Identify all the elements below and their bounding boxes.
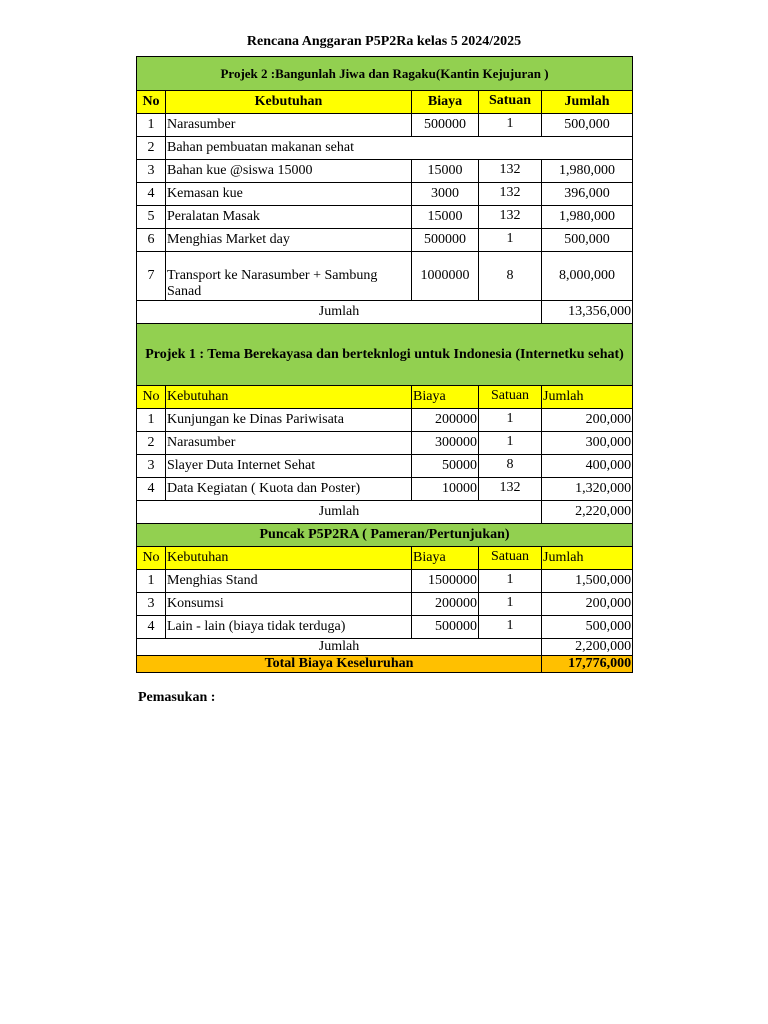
table-row — [137, 206, 633, 229]
puncak-header-row — [137, 524, 633, 547]
table-row — [137, 183, 633, 206]
row-item: Data Kegiatan ( Kuota dan Poster) — [166, 478, 412, 501]
row-satuan: 1 — [479, 114, 542, 137]
table-row — [137, 229, 633, 252]
row-no: 1 — [137, 570, 166, 593]
project1-total-row — [137, 501, 633, 524]
puncak-title: Puncak P5P2RA ( Pameran/Pertunjukan) — [137, 524, 633, 547]
col-biaya: Biaya — [412, 386, 479, 409]
row-item: Konsumsi — [166, 593, 412, 616]
col-kebutuhan: Kebutuhan — [166, 91, 412, 114]
row-biaya: 500000 — [412, 114, 479, 137]
row-jumlah: 8,000,000 — [542, 252, 633, 301]
row-satuan: 1 — [479, 432, 542, 455]
row-jumlah: 200,000 — [542, 593, 633, 616]
row-item: Lain - lain (biaya tidak terduga) — [166, 616, 412, 639]
table-row — [137, 114, 633, 137]
grand-total-label: Total Biaya Keseluruhan — [137, 656, 542, 673]
table-row — [137, 160, 633, 183]
grand-total-value: 17,776,000 — [542, 656, 633, 673]
row-no: 3 — [137, 593, 166, 616]
table-row — [137, 137, 633, 160]
col-no: No — [137, 547, 166, 570]
total-value: 13,356,000 — [542, 301, 633, 324]
row-jumlah: 500,000 — [542, 229, 633, 252]
col-no: No — [137, 386, 166, 409]
row-jumlah: 1,980,000 — [542, 206, 633, 229]
row-no: 3 — [137, 455, 166, 478]
row-jumlah: 200,000 — [542, 409, 633, 432]
budget-table — [136, 56, 633, 673]
row-biaya: 10000 — [412, 478, 479, 501]
row-no: 1 — [137, 409, 166, 432]
total-label: Jumlah — [137, 501, 542, 524]
row-jumlah: 300,000 — [542, 432, 633, 455]
col-jumlah: Jumlah — [542, 547, 633, 570]
row-no: 7 — [137, 252, 166, 301]
col-kebutuhan: Kebutuhan — [166, 547, 412, 570]
row-item: Menghias Stand — [166, 570, 412, 593]
row-item: Narasumber — [166, 114, 412, 137]
table-row — [137, 409, 633, 432]
row-satuan: 8 — [479, 252, 542, 301]
row-biaya: 200000 — [412, 593, 479, 616]
table-row — [137, 252, 633, 301]
row-satuan: 1 — [479, 593, 542, 616]
row-satuan: 132 — [479, 478, 542, 501]
col-biaya: Biaya — [412, 91, 479, 114]
col-biaya: Biaya — [412, 547, 479, 570]
row-biaya: 3000 — [412, 183, 479, 206]
row-biaya: 200000 — [412, 409, 479, 432]
total-value: 2,200,000 — [542, 639, 633, 656]
col-jumlah: Jumlah — [542, 386, 633, 409]
project2-title: Projek 2 :Bangunlah Jiwa dan Ragaku(Kantin Kejujuran ) — [137, 57, 633, 91]
row-satuan: 132 — [479, 183, 542, 206]
table-row — [137, 570, 633, 593]
row-satuan: 132 — [479, 160, 542, 183]
row-satuan: 1 — [479, 570, 542, 593]
col-satuan: Satuan — [479, 547, 542, 570]
row-satuan: 8 — [479, 455, 542, 478]
pemasukan-heading: Pemasukan : — [138, 690, 216, 705]
row-jumlah: 1,980,000 — [542, 160, 633, 183]
row-item: Bahan kue @siswa 15000 — [166, 160, 412, 183]
row-biaya: 500000 — [412, 229, 479, 252]
row-biaya: 300000 — [412, 432, 479, 455]
total-value: 2,220,000 — [542, 501, 633, 524]
row-jumlah: 400,000 — [542, 455, 633, 478]
row-no: 4 — [137, 183, 166, 206]
project1-column-header — [137, 386, 633, 409]
row-no: 3 — [137, 160, 166, 183]
row-no: 6 — [137, 229, 166, 252]
total-label: Jumlah — [137, 301, 542, 324]
row-no: 5 — [137, 206, 166, 229]
total-label: Jumlah — [137, 639, 542, 656]
row-no: 4 — [137, 616, 166, 639]
row-biaya: 50000 — [412, 455, 479, 478]
grand-total-row — [137, 656, 633, 673]
project1-header-row — [137, 324, 633, 386]
table-row — [137, 593, 633, 616]
col-kebutuhan: Kebutuhan — [166, 386, 412, 409]
table-row — [137, 478, 633, 501]
row-satuan: 1 — [479, 229, 542, 252]
row-jumlah: 500,000 — [542, 114, 633, 137]
col-jumlah: Jumlah — [542, 91, 633, 114]
row-jumlah: 396,000 — [542, 183, 633, 206]
row-biaya: 1000000 — [412, 252, 479, 301]
row-no: 4 — [137, 478, 166, 501]
row-jumlah: 500,000 — [542, 616, 633, 639]
row-item: Menghias Market day — [166, 229, 412, 252]
row-item: Transport ke Narasumber + Sambung Sanad — [166, 252, 412, 301]
project2-total-row — [137, 301, 633, 324]
row-no: 2 — [137, 432, 166, 455]
row-satuan: 132 — [479, 206, 542, 229]
row-biaya: 15000 — [412, 160, 479, 183]
document-title: Rencana Anggaran P5P2Ra kelas 5 2024/2025 — [246, 34, 522, 49]
table-row — [137, 616, 633, 639]
project1-title: Projek 1 : Tema Berekayasa dan berteknlogi untuk Indonesia (Internetku sehat) — [137, 324, 633, 386]
row-jumlah: 1,320,000 — [542, 478, 633, 501]
puncak-total-row — [137, 639, 633, 656]
row-biaya: 1500000 — [412, 570, 479, 593]
puncak-column-header — [137, 547, 633, 570]
col-satuan: Satuan — [479, 91, 542, 114]
col-satuan: Satuan — [479, 386, 542, 409]
row-item: Kemasan kue — [166, 183, 412, 206]
row-item: Kunjungan ke Dinas Pariwisata — [166, 409, 412, 432]
row-jumlah: 1,500,000 — [542, 570, 633, 593]
table-row — [137, 432, 633, 455]
row-item: Slayer Duta Internet Sehat — [166, 455, 412, 478]
project2-header-row — [137, 57, 633, 91]
table-row — [137, 455, 633, 478]
row-no: 2 — [137, 137, 166, 160]
project2-column-header — [137, 91, 633, 114]
row-satuan: 1 — [479, 616, 542, 639]
row-biaya: 15000 — [412, 206, 479, 229]
row-item: Narasumber — [166, 432, 412, 455]
col-no: No — [137, 91, 166, 114]
row-no: 1 — [137, 114, 166, 137]
row-satuan: 1 — [479, 409, 542, 432]
row-item: Peralatan Masak — [166, 206, 412, 229]
row-biaya: 500000 — [412, 616, 479, 639]
row-item: Bahan pembuatan makanan sehat — [166, 137, 633, 160]
